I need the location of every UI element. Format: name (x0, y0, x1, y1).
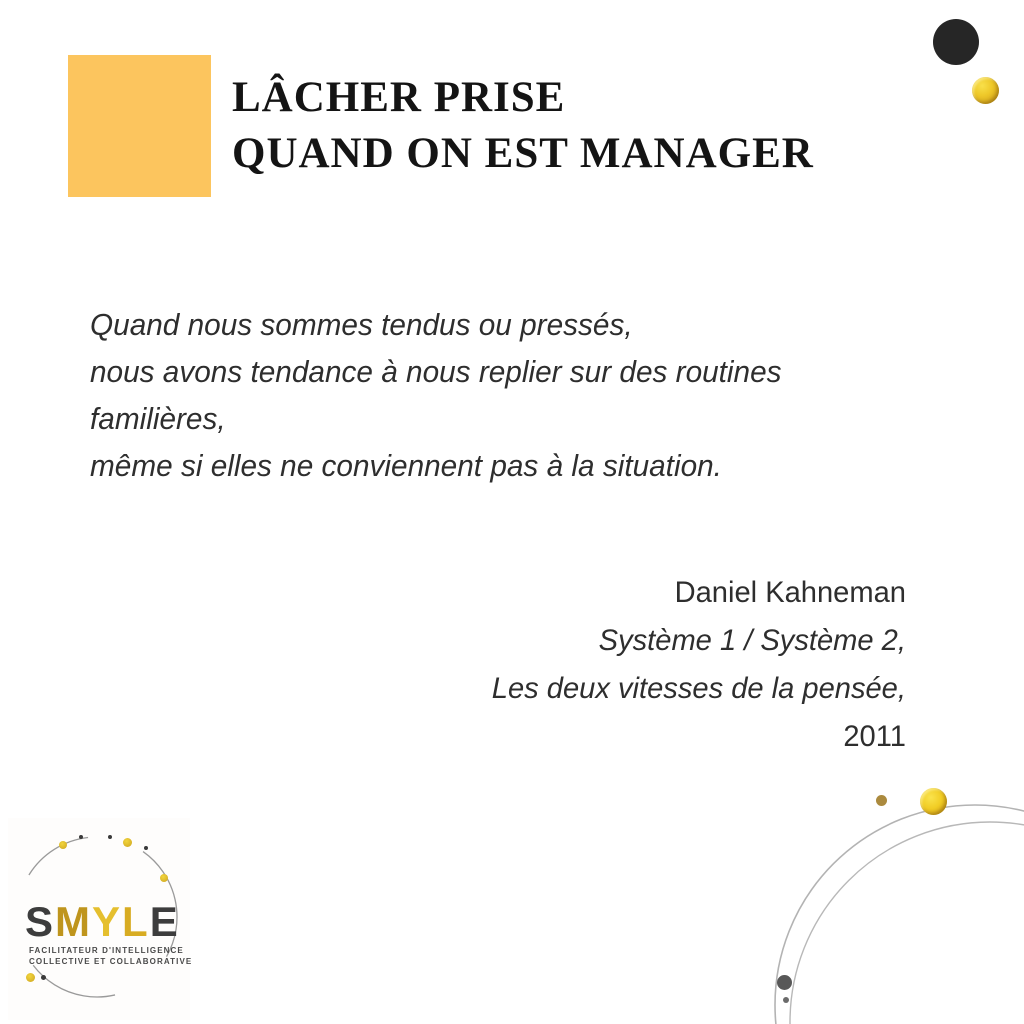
title-line-1: LÂCHER PRISE (232, 74, 566, 121)
quote-line: Quand nous sommes tendus ou pressés, (90, 307, 633, 342)
logo-letter: M (55, 898, 93, 945)
logo-gold-dot-icon (160, 874, 168, 882)
logo-dark-dot-icon (108, 835, 112, 839)
attribution-work-line-1: Système 1 / Système 2, (598, 624, 906, 657)
logo-dark-dot-icon (41, 975, 46, 980)
tiny-gray-dot-decoration (783, 997, 789, 1003)
logo-letter: S (25, 898, 56, 945)
black-circle-decoration (933, 19, 979, 65)
page-title (232, 70, 814, 182)
logo-dark-dot-icon (144, 846, 148, 850)
logo-tagline-line-2: COLLECTIVE ET COLLABORATIVE (29, 957, 193, 966)
gray-dot-decoration (777, 975, 792, 990)
smyle-logo (8, 818, 193, 1020)
title-line-2: QUAND ON EST MANAGER (232, 130, 814, 177)
logo-gold-dot-icon (123, 838, 132, 847)
logo-gold-dot-icon (59, 841, 67, 849)
quote-line: même si elles ne conviennent pas à la situation. (90, 448, 722, 483)
quote-text (90, 301, 782, 489)
logo-dark-dot-icon (79, 835, 83, 839)
bronze-dot-decoration (876, 795, 887, 806)
accent-yellow-square (68, 55, 211, 197)
quote-line: nous avons tendance à nous replier sur des routines (90, 354, 782, 389)
gold-glitter-dot-icon (920, 788, 947, 815)
attribution-year: 2011 (843, 720, 906, 753)
logo-letter: L (122, 898, 150, 945)
quote-line: familières, (90, 401, 226, 436)
attribution (492, 569, 906, 761)
gold-glitter-dot-icon (972, 77, 999, 104)
logo-wordmark (25, 898, 180, 946)
logo-tagline (29, 945, 192, 967)
logo-letter: E (149, 898, 180, 945)
logo-letter: Y (92, 898, 123, 945)
corner-arc-circles (760, 760, 1024, 1024)
attribution-author: Daniel Kahneman (674, 576, 906, 609)
logo-tagline-line-1: FACILITATEUR D'INTELLIGENCE (29, 946, 184, 955)
logo-gold-dot-icon (26, 973, 35, 982)
attribution-work-line-2: Les deux vitesses de la pensée, (491, 672, 906, 705)
